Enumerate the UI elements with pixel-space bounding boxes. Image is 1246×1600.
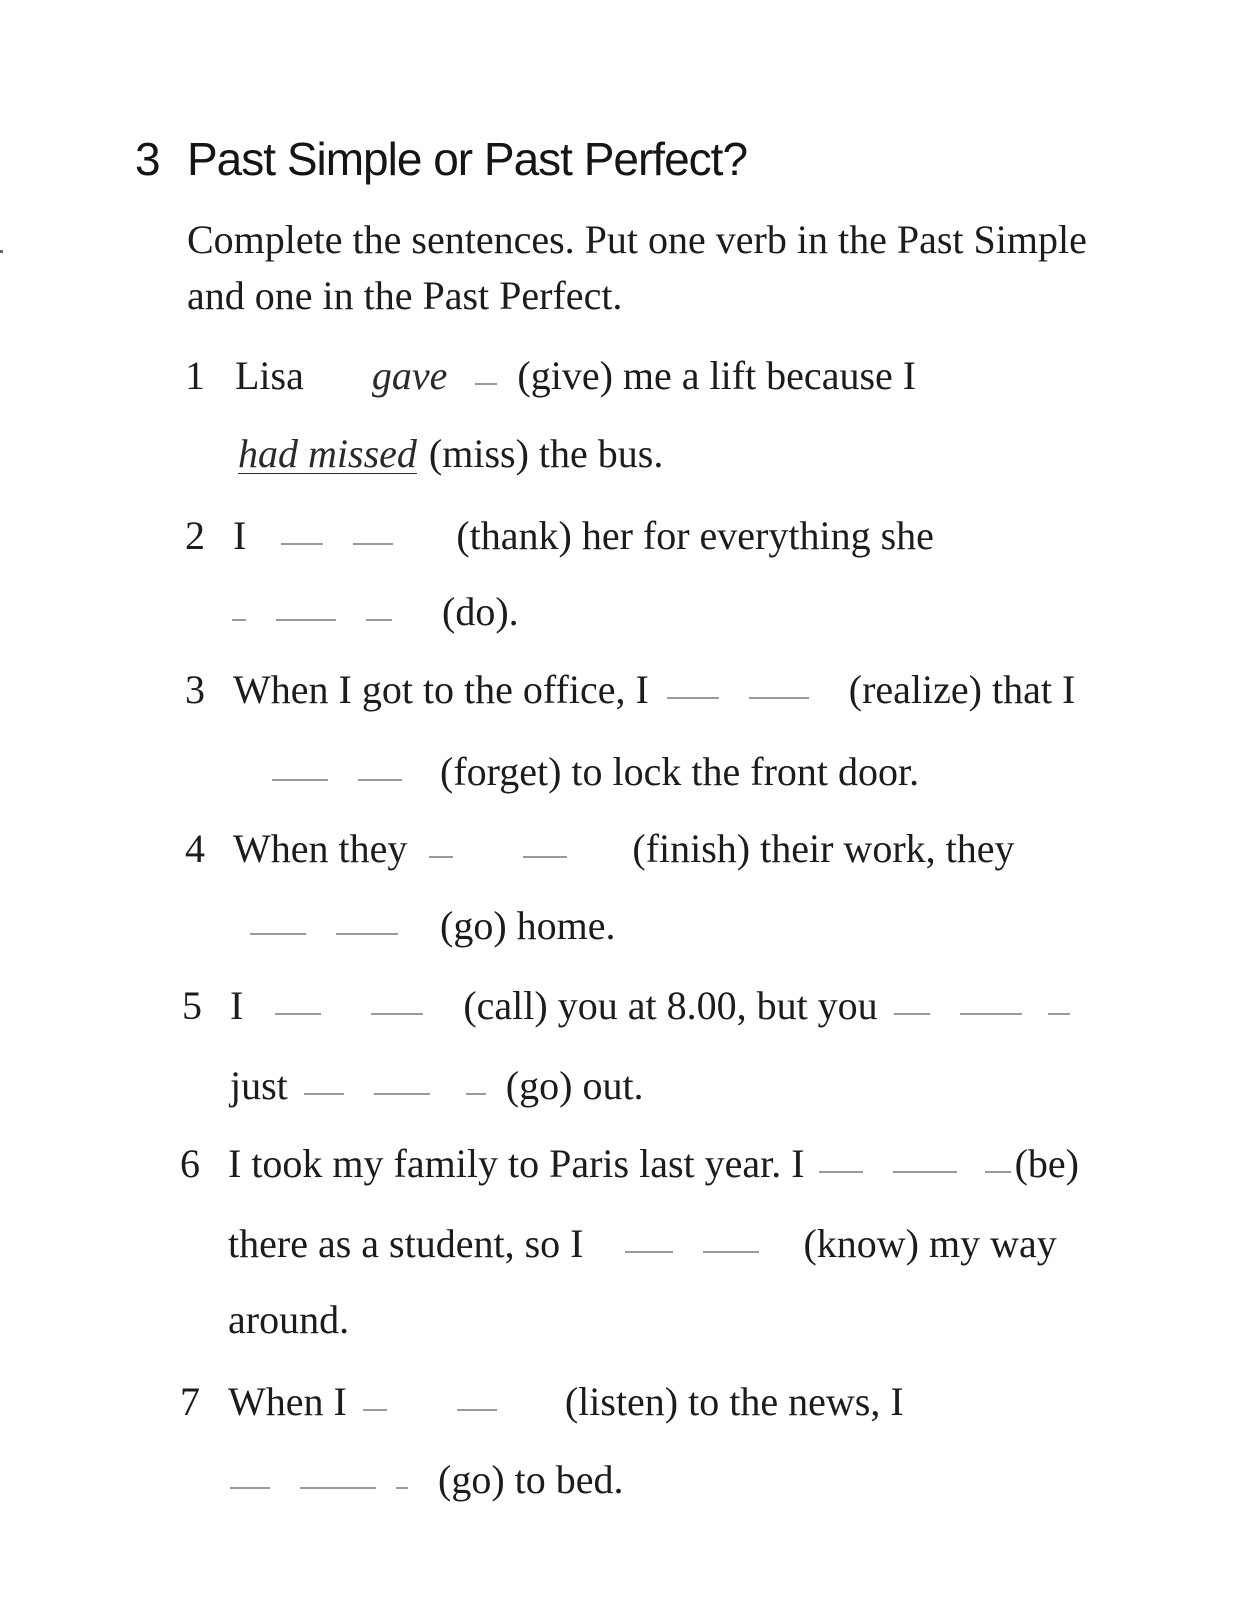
- item-6-text-after-2: (know) my way: [803, 1221, 1057, 1266]
- item-6-text-before-2: there as a student, so I: [228, 1221, 584, 1266]
- item-1-answer-2: had missed: [238, 431, 417, 476]
- item-5-blank-1[interactable]: [243, 982, 463, 984]
- item-3-line-1: [233, 666, 1075, 714]
- item-3-text-after: (realize) that I: [848, 667, 1076, 712]
- item-7-blank-1[interactable]: [347, 1378, 565, 1380]
- item-2-blank-1[interactable]: [246, 512, 456, 514]
- item-5-text-before: I: [230, 983, 244, 1028]
- item-6-text-before-3: around.: [228, 1297, 350, 1342]
- item-1-number: 1: [185, 353, 205, 398]
- item-2-line-2: [232, 588, 519, 636]
- item-4-blank-1[interactable]: [407, 825, 632, 827]
- item-2-text-after: (thank) her for everything she: [456, 513, 934, 558]
- item-6-text-before: I took my family to Paris last year. I: [228, 1141, 805, 1186]
- item-4-text-after-2: (go) home.: [440, 903, 616, 948]
- item-4-text-after: (finish) their work, they: [632, 826, 1015, 871]
- item-1-line-1: [235, 352, 916, 400]
- item-6-blank-1[interactable]: [805, 1140, 1015, 1142]
- item-5-number: 5: [182, 983, 202, 1028]
- item-7-text-before: When I: [228, 1379, 347, 1424]
- exercise-title: Past Simple or Past Perfect?: [187, 133, 748, 185]
- item-7-text-after: (listen) to the news, I: [564, 1379, 904, 1424]
- item-6-blank-2[interactable]: [583, 1220, 803, 1222]
- item-3-text-after-2: (forget) to lock the front door.: [440, 749, 920, 794]
- item-4-text-before: When they: [233, 826, 408, 871]
- item-4-line-1: [233, 825, 1015, 873]
- item-6-text-after: (be): [1014, 1141, 1079, 1186]
- item-4-number: 4: [185, 826, 205, 871]
- item-6-line-1: [228, 1140, 1079, 1188]
- item-3-blank-1[interactable]: [649, 666, 849, 668]
- item-3-text-before: When I got to the office, I: [233, 667, 649, 712]
- item-1-text-after-2: (miss) the bus.: [428, 431, 664, 476]
- item-7-text-after-2: (go) to bed.: [438, 1457, 624, 1502]
- exercise-heading: [135, 132, 747, 186]
- item-1-answer-1: gave: [371, 353, 448, 398]
- item-3-number: 3: [185, 667, 205, 712]
- stray-mark: [0, 250, 3, 253]
- item-3-line-2: [272, 748, 919, 796]
- item-5-line-2: [230, 1062, 644, 1110]
- item-1-line-2: [238, 430, 663, 478]
- item-1-blank-1[interactable]: [447, 352, 509, 354]
- item-7-line-1: [228, 1378, 904, 1426]
- item-2-line-1: [233, 512, 934, 560]
- item-7-number: 7: [180, 1379, 200, 1424]
- item-2-blank-2[interactable]: [232, 588, 442, 590]
- exercise-instruction: Complete the sentences. Put one verb in the Past Simple and one in the Past Perfect.: [187, 217, 1087, 318]
- item-6-line-2: [228, 1220, 1057, 1268]
- item-1-text-before: Lisa: [235, 353, 304, 398]
- item-2-number: 2: [185, 513, 205, 558]
- item-5-blank-3[interactable]: [288, 1062, 506, 1064]
- item-5-text-before-2: just: [230, 1063, 288, 1108]
- item-7-line-2: [230, 1456, 624, 1504]
- item-5-text-after-2: (go) out.: [505, 1063, 644, 1108]
- item-5-blank-2[interactable]: [878, 982, 1078, 984]
- item-3-blank-2[interactable]: [272, 748, 440, 750]
- item-4-line-2: [250, 902, 616, 950]
- item-6-line-3: [228, 1296, 349, 1344]
- item-4-blank-2[interactable]: [250, 902, 440, 904]
- item-6-number: 6: [180, 1141, 200, 1186]
- item-2-text-after-2: (do).: [442, 589, 519, 634]
- exercise-number: 3: [135, 133, 160, 185]
- item-5-line-1: [230, 982, 1078, 1030]
- item-1-text-after: (give) me a lift because I: [517, 353, 917, 398]
- item-5-text-after: (call) you at 8.00, but you: [463, 983, 878, 1028]
- item-2-text-before: I: [233, 513, 247, 558]
- item-7-blank-2[interactable]: [230, 1456, 438, 1458]
